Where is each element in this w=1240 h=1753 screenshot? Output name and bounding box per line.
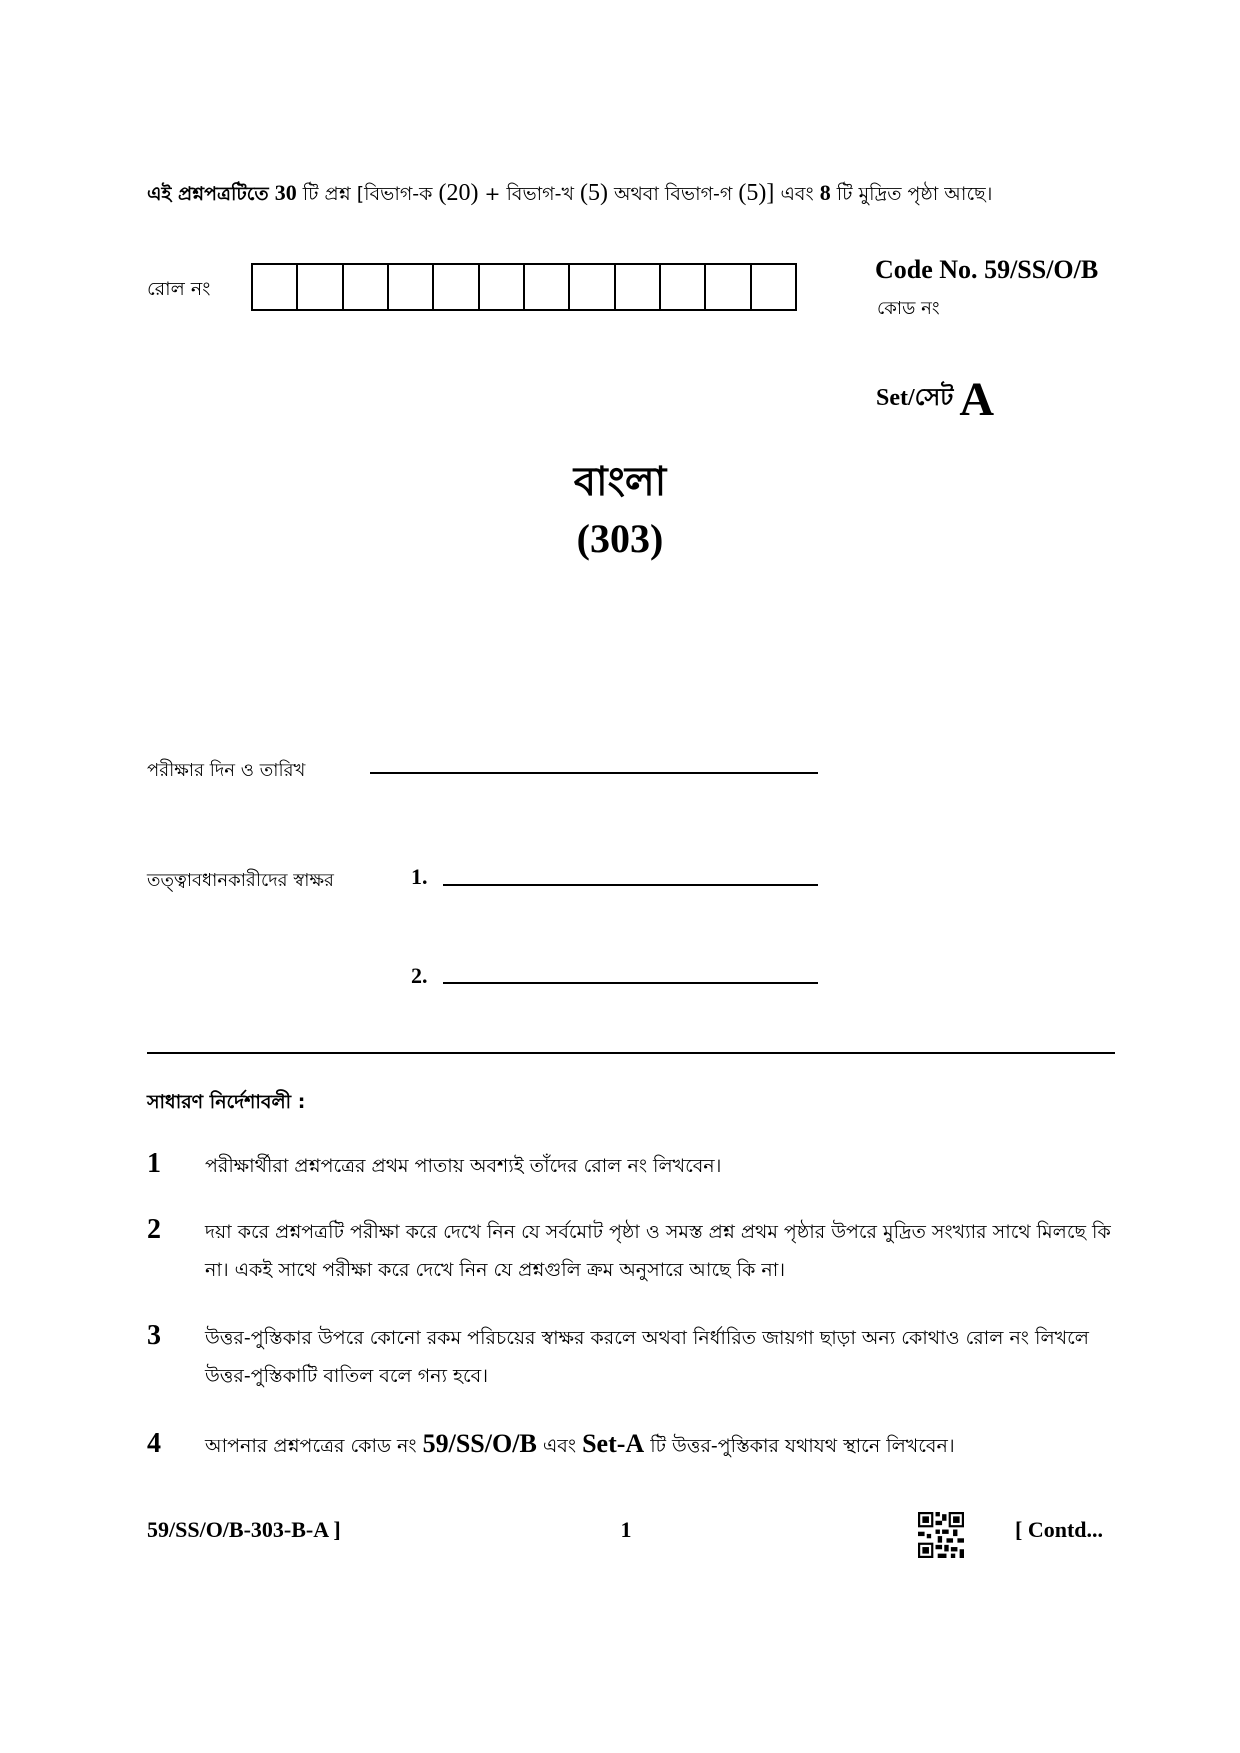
instruction-set-value: Set-A [582, 1429, 645, 1458]
roll-number-label: রোল নং [147, 278, 211, 300]
invigilator-signature-label: তত্ত্বাবধানকারীদের স্বাক্ষর [147, 870, 334, 891]
instruction-text: পরীক্ষার্থীরা প্রশ্নপত্রের প্রথম পাতায় অবশ্যই তাঁদের রোল নং লিখবেন। [205, 1155, 722, 1177]
roll-digit-box[interactable] [752, 265, 795, 309]
roll-digit-box[interactable] [480, 265, 525, 309]
instruction-number: 1 [147, 1148, 161, 1179]
instruction-code-value: 59/SS/O/B [422, 1429, 537, 1458]
signature-1-number: 1. [411, 864, 428, 889]
signature-1-line[interactable] [443, 884, 818, 886]
exam-date-line[interactable] [370, 772, 818, 774]
code-number-value: 59/SS/O/B [984, 255, 1099, 284]
roll-digit-box[interactable] [706, 265, 751, 309]
instruction-text: আপনার প্রশ্নপত্রের কোড নং 59/SS/O/B এবং Set-A টি উত্তর-পুস্তিকার যথাযথ স্থানে লিখবেন। [205, 1429, 955, 1458]
roll-digit-box[interactable] [616, 265, 661, 309]
roll-digit-box[interactable] [570, 265, 615, 309]
continued-marker: [ Contd... [1015, 1517, 1104, 1542]
subject-code: (303) [576, 516, 664, 561]
roll-digit-box[interactable] [253, 265, 298, 309]
code-number: Code No. 59/SS/O/B [875, 255, 1099, 284]
roll-digit-box[interactable] [389, 265, 434, 309]
set-indicator: Set/সেট A [876, 373, 995, 426]
subject-title: বাংলা [573, 459, 667, 505]
page-number: 1 [620, 1517, 632, 1542]
roll-digit-box[interactable] [661, 265, 706, 309]
instruction-number: 3 [147, 1320, 161, 1351]
footer-paper-code: 59/SS/O/B-303-B-A ] [147, 1517, 341, 1542]
code-number-bengali-label: কোড নং [877, 298, 940, 319]
roll-digit-box[interactable] [525, 265, 570, 309]
qr-code-icon [918, 1512, 964, 1558]
instruction-text: দয়া করে প্রশ্নপত্রটি পরীক্ষা করে দেখে নিন যে সর্বমোট পৃষ্ঠা ও সমস্ত প্রশ্ন প্রথম পৃষ্ঠার উপরে মুদ্রিত সংখ্যার সাথে মিলছে কি না। একই সাথে পরীক্ষা করে দেখে নিন যে প্রশ্নগুলি ক্রম অনুসারে আছে কি না। [205, 1221, 1111, 1281]
signature-2-number: 2. [411, 963, 428, 988]
roll-digit-box[interactable] [298, 265, 343, 309]
roll-digit-box[interactable] [344, 265, 389, 309]
exam-date-label: পরীক্ষার দিন ও তারিখ [147, 760, 306, 781]
instruction-number: 4 [147, 1428, 161, 1459]
instruction-text: উত্তর-পুস্তিকার উপরে কোনো রকম পরিচয়ের স্বাক্ষর করলে অথবা নির্ধারিত জায়গা ছাড়া অন্য কোথাও রোল নং লিখলে উত্তর-পুস্তিকাটি বাতিল বলে গন্য হবে। [205, 1327, 1089, 1387]
section-divider [147, 1052, 1115, 1054]
instruction-number: 2 [147, 1214, 161, 1245]
set-letter: A [959, 373, 995, 426]
instructions-heading: সাধারণ নির্দেশাবলী : [147, 1091, 306, 1113]
paper-summary-note: এই প্রশ্নপত্রটিতে 30 টি প্রশ্ন [বিভাগ-ক (20) + বিভাগ-খ (5) অথবা বিভাগ-গ (5)] এবং 8 টি মুদ্রিত পৃষ্ঠা আছে। [147, 180, 993, 206]
roll-digit-box[interactable] [434, 265, 479, 309]
question-count: 30 [274, 180, 297, 205]
signature-2-line[interactable] [443, 982, 818, 984]
roll-number-grid[interactable] [251, 263, 797, 311]
page-count: 8 [819, 180, 831, 205]
